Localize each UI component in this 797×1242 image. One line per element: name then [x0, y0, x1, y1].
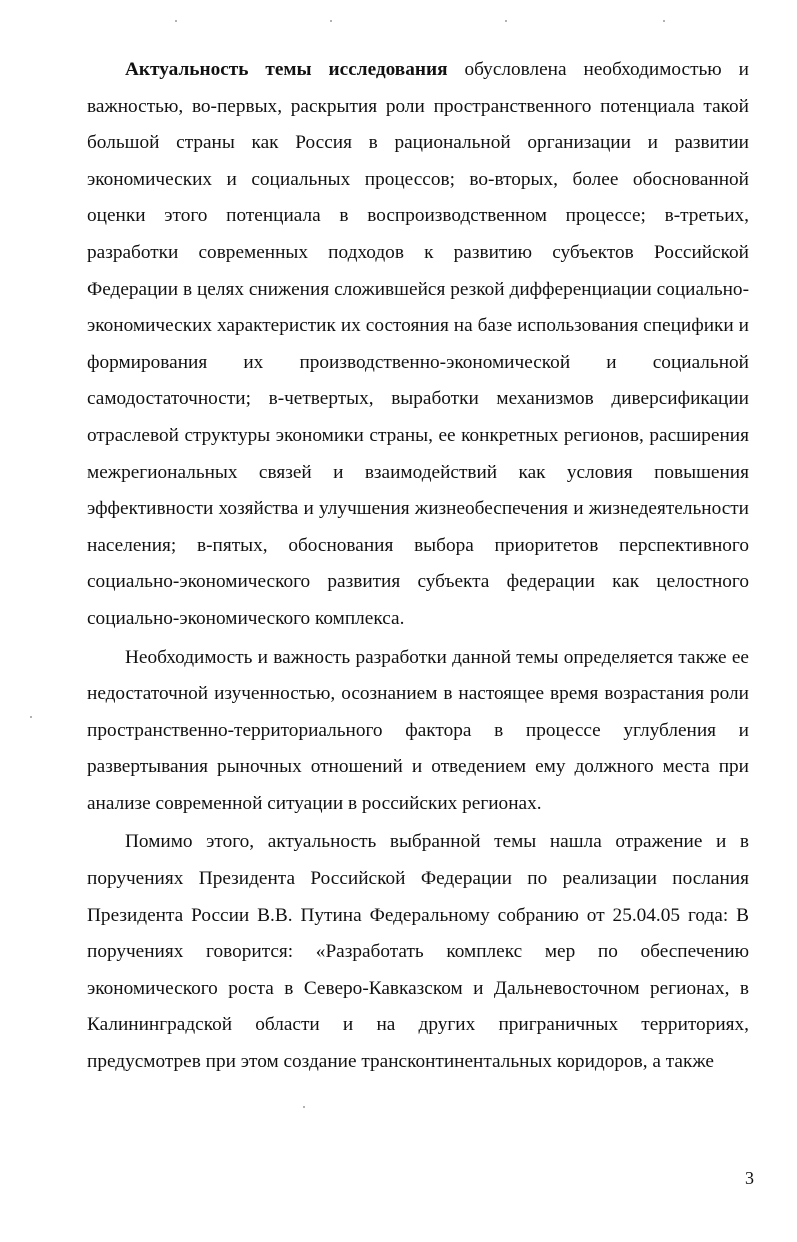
- scan-artifact: [330, 20, 332, 22]
- document-body: [87, 52, 749, 1081]
- page-number: 3: [745, 1168, 754, 1188]
- scan-artifact: [505, 20, 507, 22]
- scan-artifact: [175, 20, 177, 22]
- relevance-heading: Актуальность темы исследования: [125, 59, 448, 80]
- paragraph-relevance: [87, 52, 749, 638]
- scan-artifact: [303, 1106, 305, 1108]
- scan-artifact: [30, 716, 32, 718]
- paragraph-necessity: Необходимость и важность разработки данной темы определяется также ее недостаточной изученностью, осознанием в настоящее время возрастания роли пространственно-территориального фактора в процессе углубления и развертывания рыночных отношений и отведением ему должного места при анализе современной ситуации в российских регионах.: [87, 646, 749, 814]
- relevance-text: обусловлена необходимостью и важностью, во-первых, раскрытия роли пространственного потенциала такой большой страны как Россия в рациональной организации и развитии экономических и социальных процессов; во-вторых, более обоснованной оценки этого потенциала в воспроизводственном процессе; в-третьих, разработки современных подходов к развитию субъектов Российской Федерации в целях снижения сложившейся резкой дифференциации социально-экономических характеристик их состояния на базе использования специфики и формирования их производственно-экономической и социальной самодостаточности; в-четвертых, выработки механизмов диверсификации отраслевой структуры экономики страны, ее конкретных регионов, расширения межрегиональных связей и взаимодействий как условия повышения эффективности хозяйства и улучшения жизнеобеспечения и жизнедеятельности населения; в-пятых, обоснования выбора приоритетов перспективного социально-экономического развития субъекта федерации как целостного социально-экономического комплекса.: [87, 59, 749, 629]
- scan-artifact: [663, 20, 665, 22]
- paragraph-president-instructions: Помимо этого, актуальность выбранной темы нашла отражение и в поручениях Президента Российской Федерации по реализации послания Президента России В.В. Путина Федеральному собранию от 25.04.05 года: В поручениях говорится: «Разработать комплекс мер по обеспечению экономического роста в Северо-Кавказском и Дальневосточном регионах, в Калининградской области и на других приграничных территориях, предусмотрев при этом создание трансконтинентальных коридоров, а также: [87, 831, 749, 1073]
